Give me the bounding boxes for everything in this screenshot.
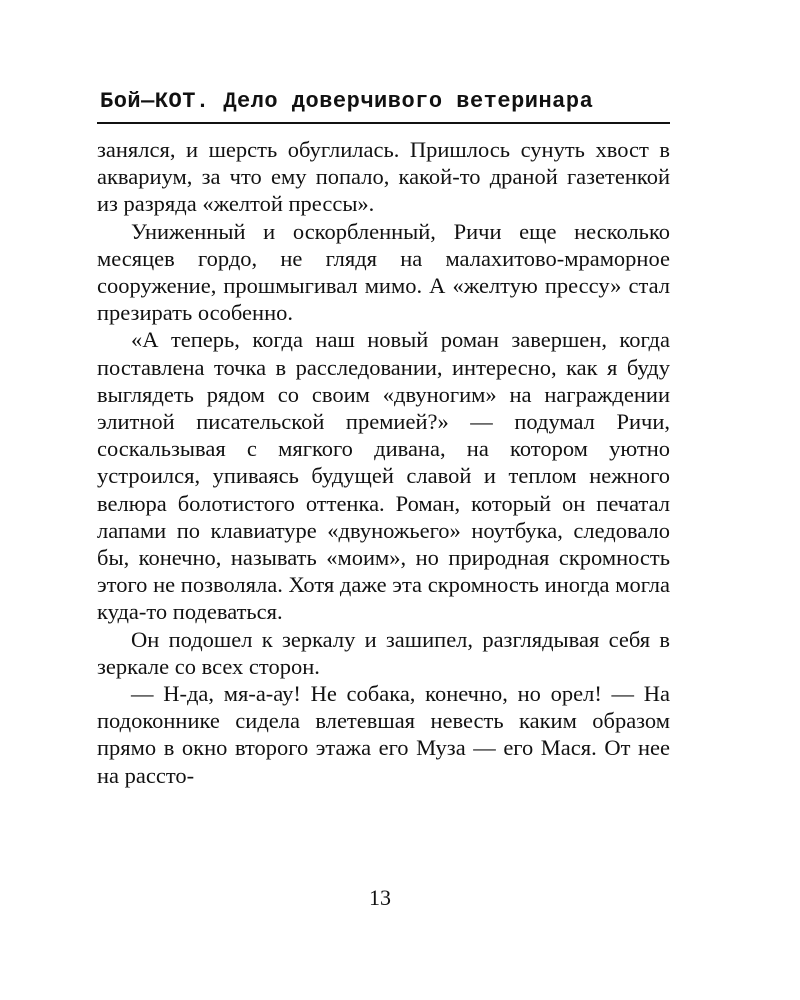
running-head: Бой—КОТ. Дело доверчивого ветеринара — [100, 89, 594, 114]
body-text — [97, 136, 670, 789]
header-rule — [97, 122, 670, 124]
paragraph-2: Униженный и оскорбленный, Ричи еще несколько месяцев гордо, не глядя на малахитово-мраморное сооружение, прошмыгивал мимо. А «желтую прессу» стал презирать особенно. — [97, 218, 670, 326]
paragraph-1: занялся, и шерсть обуглилась. Пришлось сунуть хвост в аквариум, за что ему попало, какой-то драной газетенкой из разряда «желтой прессы». — [97, 137, 670, 217]
page-number: 13 — [369, 885, 391, 910]
paragraph-5: — Н-да, мя-а-ау! Не собака, конечно, но орел! — На подоконнике сидела влетевшая невесть каким образом прямо в окно второго этажа его Муза — его Мася. От нее на рассто- — [97, 681, 670, 788]
paragraph-4: Он подошел к зеркалу и зашипел, разглядывая себя в зеркале со всех сторон. — [97, 626, 670, 679]
paragraph-3: «А теперь, когда наш новый роман завершен, когда поставлена точка в расследовании, интересно, как я буду выглядеть рядом со своим «двуногим» на награждении элитной писательской премией?» — подумал Ричи, соскальзывая с мягкого дивана, на котором уютно устроился, упиваясь будущей славой и теплом нежного велюра болотистого оттенка. Роман, который он печатал лапами по клавиатуре «двуножьего» ноутбука, следовало бы, конечно, называть «моим», но природная скромность этого не позволяла. Хотя даже эта скромность иногда могла куда-то подеваться. — [97, 327, 670, 625]
